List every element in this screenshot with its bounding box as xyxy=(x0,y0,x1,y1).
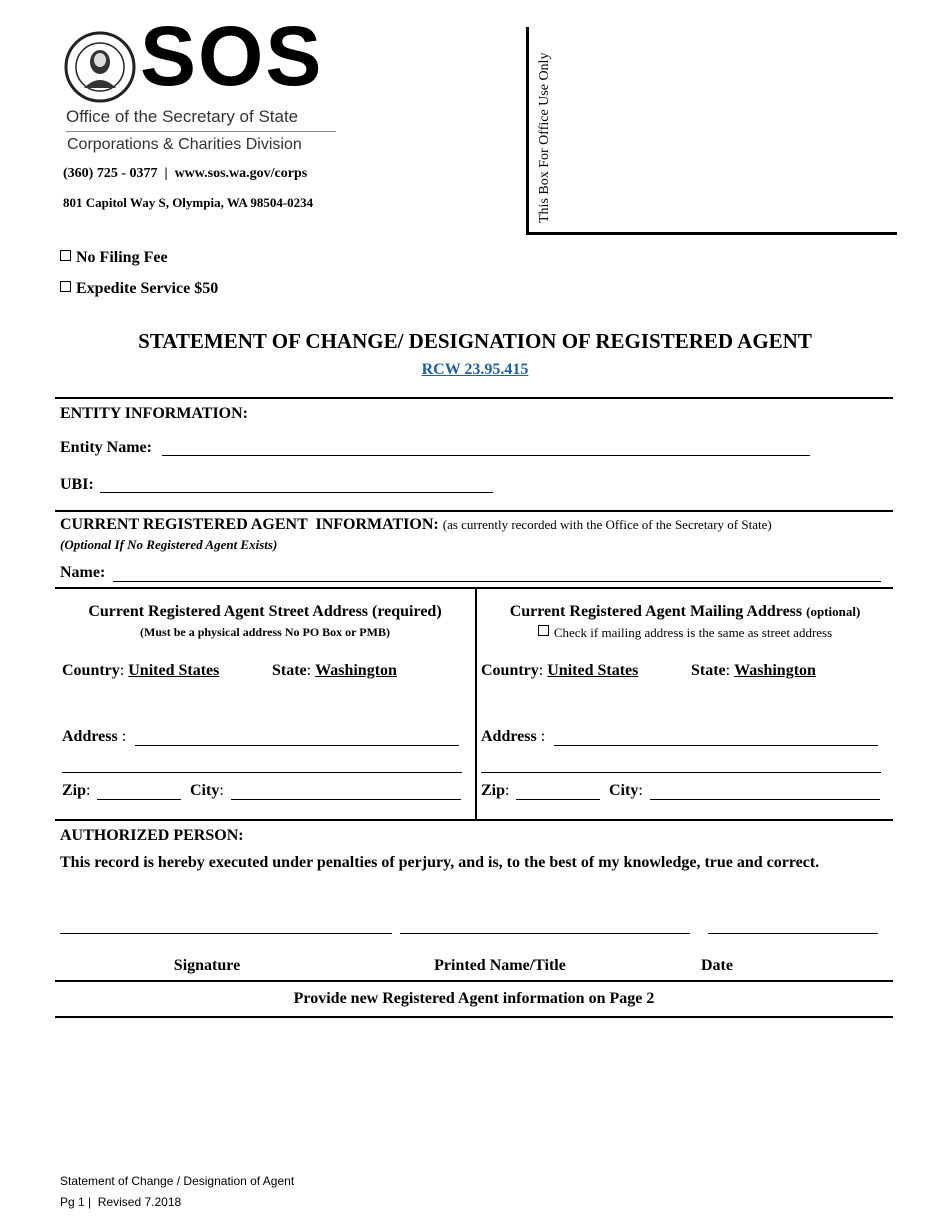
footer-page-revision: Pg 1 | Revised 7.2018 xyxy=(60,1195,182,1209)
street-country-label: Country xyxy=(62,662,120,679)
street-address-sub: (Must be a physical address No PO Box or PMB) xyxy=(140,625,390,639)
office-use-label: This Box For Office Use Only xyxy=(537,52,552,223)
street-country-value: United States xyxy=(128,662,220,679)
mailing-city-field[interactable] xyxy=(650,799,880,800)
street-city-field[interactable] xyxy=(231,799,461,800)
mailing-country-value: United States xyxy=(547,662,639,679)
street-state-value: Washington xyxy=(315,662,397,679)
entity-name-field[interactable] xyxy=(162,455,810,456)
office-name: Office of the Secretary of State xyxy=(66,107,299,126)
entity-name-label: Entity Name: xyxy=(60,439,152,456)
no-filing-fee-label: No Filing Fee xyxy=(76,249,168,266)
page-title: STATEMENT OF CHANGE/ DESIGNATION OF REGISTERED AGENT xyxy=(138,329,812,353)
current-agent-note: (as currently recorded with the Office of the Secretary of State) xyxy=(442,517,772,532)
street-state-label: State xyxy=(272,662,307,679)
agent-name-label: Name: xyxy=(60,564,106,581)
street-city-label: City xyxy=(190,782,220,799)
signature-label: Signature xyxy=(173,957,241,974)
mailing-optional-note: (optional) xyxy=(806,604,861,619)
mailing-state-value: Washington xyxy=(734,662,816,679)
entity-heading: ENTITY INFORMATION: xyxy=(60,405,249,422)
checkbox-icon xyxy=(538,625,549,636)
mailing-zip-label: Zip xyxy=(481,782,506,799)
division-name: Corporations & Charities Division xyxy=(67,136,302,153)
expedite-service-label: Expedite Service $50 xyxy=(76,280,219,297)
agent-name-field[interactable] xyxy=(113,581,881,582)
street-zip-field[interactable] xyxy=(97,799,181,800)
date-label: Date xyxy=(701,957,733,974)
printed-name-field[interactable] xyxy=(400,933,690,934)
current-agent-heading: CURRENT REGISTERED AGENT INFORMATION: xyxy=(60,516,439,533)
authorized-heading: AUTHORIZED PERSON: xyxy=(60,827,244,844)
same-address-checkbox[interactable] xyxy=(477,625,893,641)
mailing-state-label: State xyxy=(691,662,726,679)
ubi-field[interactable] xyxy=(100,492,493,493)
mailing-country-label: Country xyxy=(481,662,539,679)
date-field[interactable] xyxy=(708,933,878,934)
mailing-address-heading: Current Registered Agent Mailing Address xyxy=(509,603,803,620)
mailing-address-field[interactable] xyxy=(554,745,878,746)
contact-info: (360) 725 - 0377 | www.sos.wa.gov/corps xyxy=(63,166,308,181)
mailing-address-label: Address xyxy=(481,728,537,745)
checkbox-icon xyxy=(60,281,71,292)
same-address-label: Check if mailing address is the same as street address xyxy=(553,625,833,640)
mailing-city-label: City xyxy=(609,782,639,799)
street-address-label: Address xyxy=(62,728,118,745)
street-address-field[interactable] xyxy=(135,745,459,746)
mailing-address: 801 Capitol Way S, Olympia, WA 98504-0234 xyxy=(63,195,314,210)
mailing-zip-field[interactable] xyxy=(516,799,600,800)
street-zip-label: Zip xyxy=(62,782,87,799)
rcw-link[interactable]: RCW 23.95.415 xyxy=(421,361,529,378)
checkbox-icon xyxy=(60,250,71,261)
no-filing-fee-checkbox[interactable] xyxy=(60,249,168,267)
logo-letters: SOS xyxy=(140,9,324,103)
ubi-label: UBI: xyxy=(60,476,94,493)
footer-form-name: Statement of Change / Designation of Agent xyxy=(60,1174,295,1188)
signature-field[interactable] xyxy=(60,933,392,934)
page-two-note: Provide new Registered Agent information on Page 2 xyxy=(293,990,655,1007)
office-use-box xyxy=(526,27,897,235)
mailing-address-field-2[interactable] xyxy=(481,772,881,773)
street-address-field-2[interactable] xyxy=(62,772,462,773)
printed-name-label: Printed Name/Title xyxy=(434,957,566,974)
street-address-heading: Current Registered Agent Street Address (required) xyxy=(88,603,442,620)
optional-note: (Optional If No Registered Agent Exists) xyxy=(60,537,278,552)
expedite-service-checkbox[interactable] xyxy=(60,280,218,298)
perjury-statement: This record is hereby executed under penalties of perjury, and is, to the best of my knowledge, true and correct. xyxy=(60,854,820,871)
